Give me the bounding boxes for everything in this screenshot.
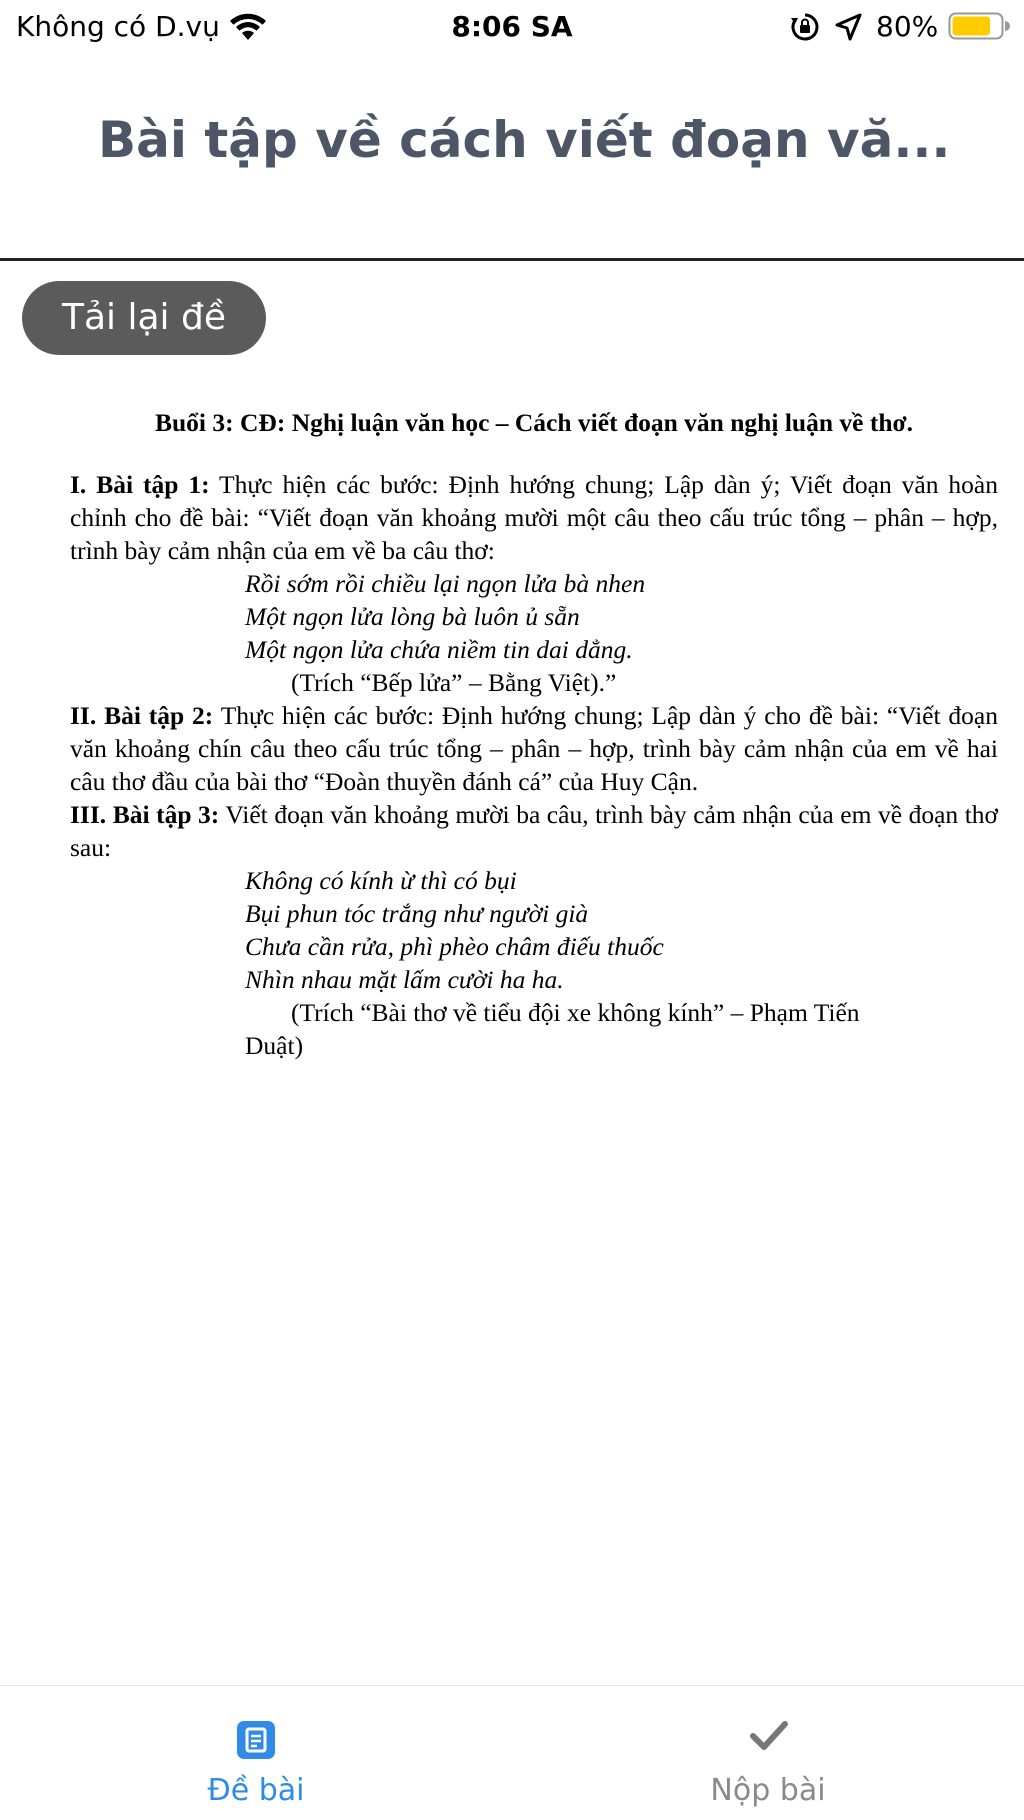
tab-de-bai[interactable] <box>0 1686 512 1820</box>
exercise-1-poem <box>245 567 998 699</box>
exercise-3-text: Viết đoạn văn khoảng mười ba câu, trình bày cảm nhận của em về đoạn thơ sau: <box>70 800 999 862</box>
tab-nop-bai[interactable] <box>512 1686 1024 1820</box>
tab-label: Đề bài <box>207 1773 305 1808</box>
poem-line: Rồi sớm rồi chiều lại ngọn lửa bà nhen <box>245 569 646 598</box>
reload-exercise-button[interactable]: Tải lại đề <box>22 281 266 355</box>
exercise-3-poem <box>245 864 998 1062</box>
checkmark-icon <box>749 1718 789 1754</box>
status-bar <box>0 0 1024 54</box>
battery-icon <box>948 12 1010 40</box>
header-divider <box>0 258 1024 261</box>
poem-line: Không có kính ừ thì có bụi <box>245 866 517 895</box>
exercise-document <box>70 400 998 1062</box>
exercise-1-label: I. Bài tập 1: <box>70 470 210 499</box>
exercise-1-text: Thực hiện các bước: Định hướng chung; Lập dàn ý; Viết đoạn văn hoàn chỉnh cho đề bài: “Viết đoạn văn khoảng mười một câu theo cấu trúc tổng – phân – hợp, trình bày cảm nhận của em về ba câu thơ: <box>70 470 998 565</box>
exercise-2-label: II. Bài tập 2: <box>70 701 214 730</box>
battery-percent: 80% <box>876 10 939 43</box>
status-time: 8:06 SA <box>451 10 573 43</box>
exercise-3-paragraph <box>70 798 998 864</box>
poem-line: Nhìn nhau mặt lấm cười ha ha. <box>245 965 564 994</box>
exercise-2-text: Thực hiện các bước: Định hướng chung; Lập dàn ý cho đề bài: “Viết đoạn văn khoảng chín câu theo cấu trúc tổng – phân – hợp, trình bày cảm nhận của em về hai câu thơ đầu của bài thơ “Đoàn thuyền đánh cá” của Huy Cận. <box>70 701 998 796</box>
poem-source: (Trích “Bài thơ về tiểu đội xe không kính” – Phạm Tiến <box>291 998 860 1027</box>
exercise-2-paragraph <box>70 699 998 798</box>
rotation-lock-icon <box>790 12 820 42</box>
poem-line: Một ngọn lửa lòng bà luôn ủ sẵn <box>245 602 580 631</box>
poem-source-continued: Duật) <box>245 1031 304 1060</box>
exercise-1-paragraph <box>70 468 998 567</box>
page-title: Bài tập về cách viết đoạn vă... <box>98 111 951 169</box>
poem-line: Chưa cần rửa, phì phèo châm điếu thuốc <box>245 932 664 961</box>
poem-source: (Trích “Bếp lửa” – Bằng Việt).” <box>291 668 617 697</box>
exercise-3-label: III. Bài tập 3: <box>70 800 220 829</box>
bottom-tab-bar <box>0 1685 1024 1820</box>
location-arrow-icon <box>834 12 862 42</box>
carrier-label: Không có D.vụ <box>16 10 220 43</box>
poem-line: Một ngọn lửa chứa niềm tin dai dẳng. <box>245 635 633 664</box>
document-icon <box>236 1720 276 1760</box>
poem-line: Bụi phun tóc trắng như người già <box>245 899 589 928</box>
tab-label: Nộp bài <box>710 1773 826 1808</box>
document-heading: Buổi 3: CĐ: Nghị luận văn học – Cách viết đoạn văn nghị luận về thơ. <box>154 408 913 437</box>
